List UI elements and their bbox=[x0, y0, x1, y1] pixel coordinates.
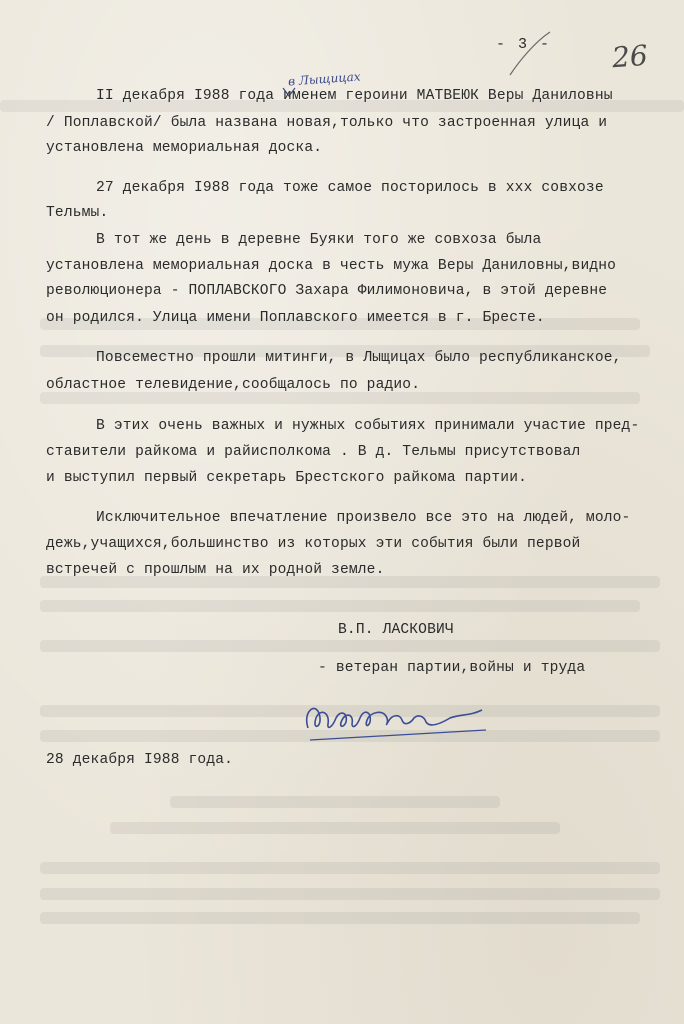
body-line: установлена мемориальная доска в честь мужа Веры Даниловны,видно bbox=[46, 258, 617, 274]
body-line: / Поплавской/ была названа новая,только что застроенная улица и bbox=[46, 115, 608, 131]
folio-number: 26 bbox=[610, 38, 649, 75]
body-line: дежь,учащихся,большинство из которых эти события были первой bbox=[46, 536, 581, 552]
body-line: Исключительное впечатление произвело все это на людей, моло- bbox=[96, 510, 631, 526]
body-line: В тот же день в деревне Буяки того же совхоза была bbox=[96, 232, 542, 248]
handwritten-signature bbox=[290, 688, 500, 758]
body-line: и выступил первый секретарь Брестского райкома партии. bbox=[46, 470, 528, 486]
body-line: установлена мемориальная доска. bbox=[46, 140, 323, 156]
body-line: В этих очень важных и нужных событиях принимали участие пред- bbox=[96, 418, 640, 434]
body-line: он родился. Улица имени Поплавского имеется в г. Бресте. bbox=[46, 310, 545, 326]
body-line: II декабря I988 года именем героини МАТВЕЮК Веры Даниловны bbox=[96, 88, 613, 104]
author-name: В.П. ЛАСКОВИЧ bbox=[338, 622, 454, 638]
body-line: встречей с прошлым на их родной земле. bbox=[46, 562, 385, 578]
body-line: 27 декабря I988 года тоже самое посторилось в ххх совхозе bbox=[96, 180, 604, 196]
page-number: - 3 - bbox=[496, 36, 552, 53]
document-date: 28 декабря I988 года. bbox=[46, 752, 234, 768]
body-line: революционера - ПОПЛАВСКОГО Захара Филимоновича, в этой деревне bbox=[46, 283, 608, 299]
author-title: - ветеран партии,войны и труда bbox=[318, 660, 586, 676]
handwritten-insertion: в Лыщицах bbox=[287, 69, 362, 89]
body-line: Повсеместно прошли митинги, в Лыщицах было республиканское, bbox=[96, 350, 622, 366]
body-line: Тельмы. bbox=[46, 205, 109, 221]
body-line: областное телевидение,сообщалось по радио. bbox=[46, 377, 421, 393]
body-line: ставители райкома и райисполкома . В д. Тельмы присутствовал bbox=[46, 444, 581, 460]
